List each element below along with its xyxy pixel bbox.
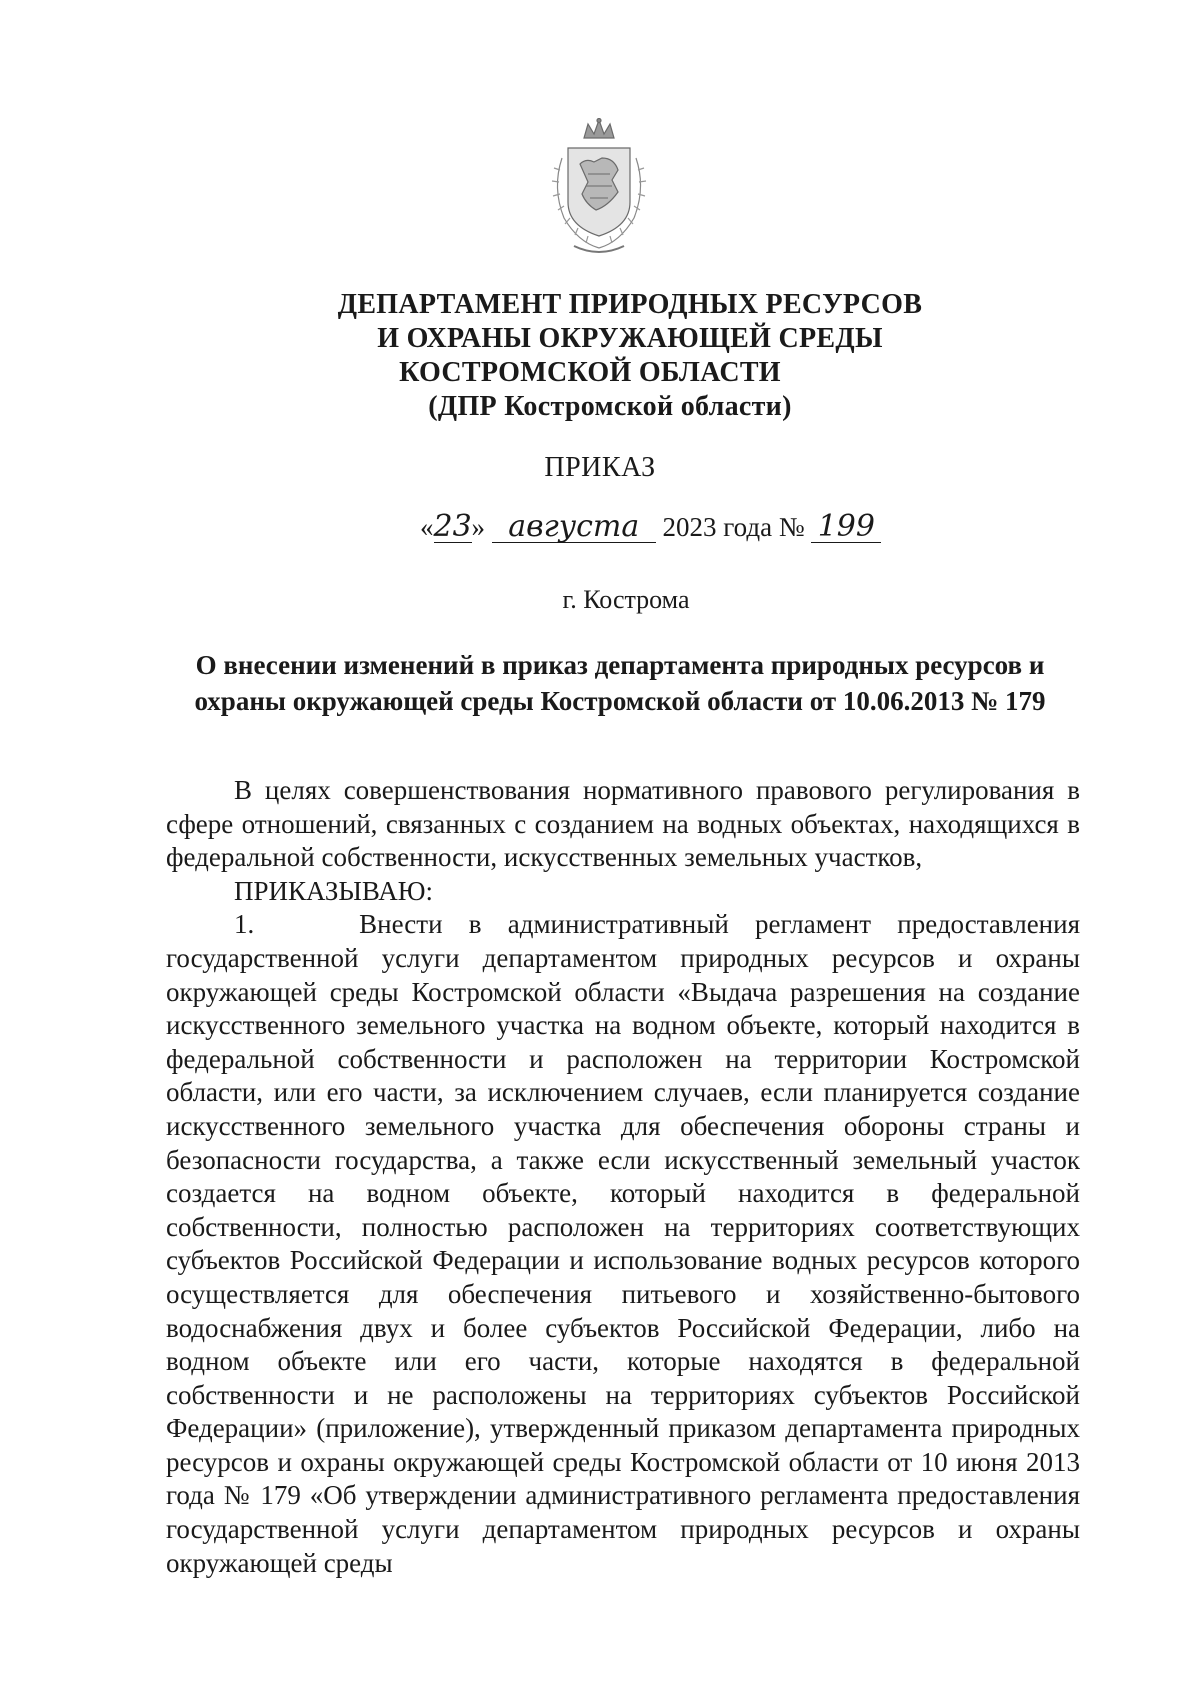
order-year-text: 2023 года № [662, 512, 805, 542]
department-name-line-1: ДЕПАРТАМЕНТ ПРИРОДНЫХ РЕСУРСОВ [337, 289, 923, 320]
order-date-line [420, 509, 881, 544]
department-name-line-3: КОСТРОМСКОЙ ОБЛАСТИ [399, 357, 781, 388]
document-body [166, 774, 1080, 1580]
coat-of-arms-icon [528, 118, 670, 258]
order-day-handwritten: 23 [433, 509, 472, 544]
department-abbreviation: (ДПР Костромской области) [428, 391, 792, 422]
order-subject [160, 647, 1080, 719]
department-title [320, 288, 940, 424]
preamble-paragraph: В целях совершенствования нормативного правового регулирования в сфере отношений, связанных с созданием на водных объектах, находящихся в федеральной собственности, искусственных земельных участков, [166, 775, 1080, 873]
order-number-handwritten: 199 [811, 512, 881, 543]
quote-close: » [471, 512, 485, 542]
subject-line-1: О внесении изменений в приказ департамента природных ресурсов и [195, 650, 1045, 680]
document-type-title: ПРИКАЗ [544, 452, 656, 483]
item-1-paragraph: 1. Внести в административный регламент предоставления государственной услуги департаментом природных ресурсов и охраны окружающей среды Костромской области «Выдача разрешения на создание искусственного земельного участка на водном объекте, который находится в федеральной собственности и расположен на территории Костромской области, или его части, за исключением случаев, если планируется создание искусственного земельного участка для обеспечения обороны страны и безопасности государства, а также если искусственный земельный участок создается на водном объекте, который находится в федеральной собственности, полностью расположен на территориях соответствующих субъектов Российской Федерации и использование водных ресурсов которого осуществляется для обеспечения питьевого и хозяйственно-бытового водоснабжения двух и более субъектов Российской Федерации, либо на водном объекте или его части, которые находятся в федеральной собственности и не расположены на территориях субъектов Российской Федерации» (приложение), утвержденный приказом департамента природных ресурсов и охраны окружающей среды Костромской области от 10 июня 2013 года № 179 «Об утверждении административного регламента предоставления государственной услуги департаментом природных ресурсов и охраны окружающей среды [166, 909, 1080, 1578]
order-command: ПРИКАЗЫВАЮ: [234, 875, 433, 906]
quote-open: « [420, 512, 434, 542]
order-city: г. Кострома [562, 585, 690, 614]
subject-line-2: охраны окружающей среды Костромской области от 10.06.2013 № 179 [194, 686, 1046, 716]
order-month-handwritten: августа [492, 512, 656, 543]
department-name-line-2: И ОХРАНЫ ОКРУЖАЮЩЕЙ СРЕДЫ [377, 323, 883, 354]
